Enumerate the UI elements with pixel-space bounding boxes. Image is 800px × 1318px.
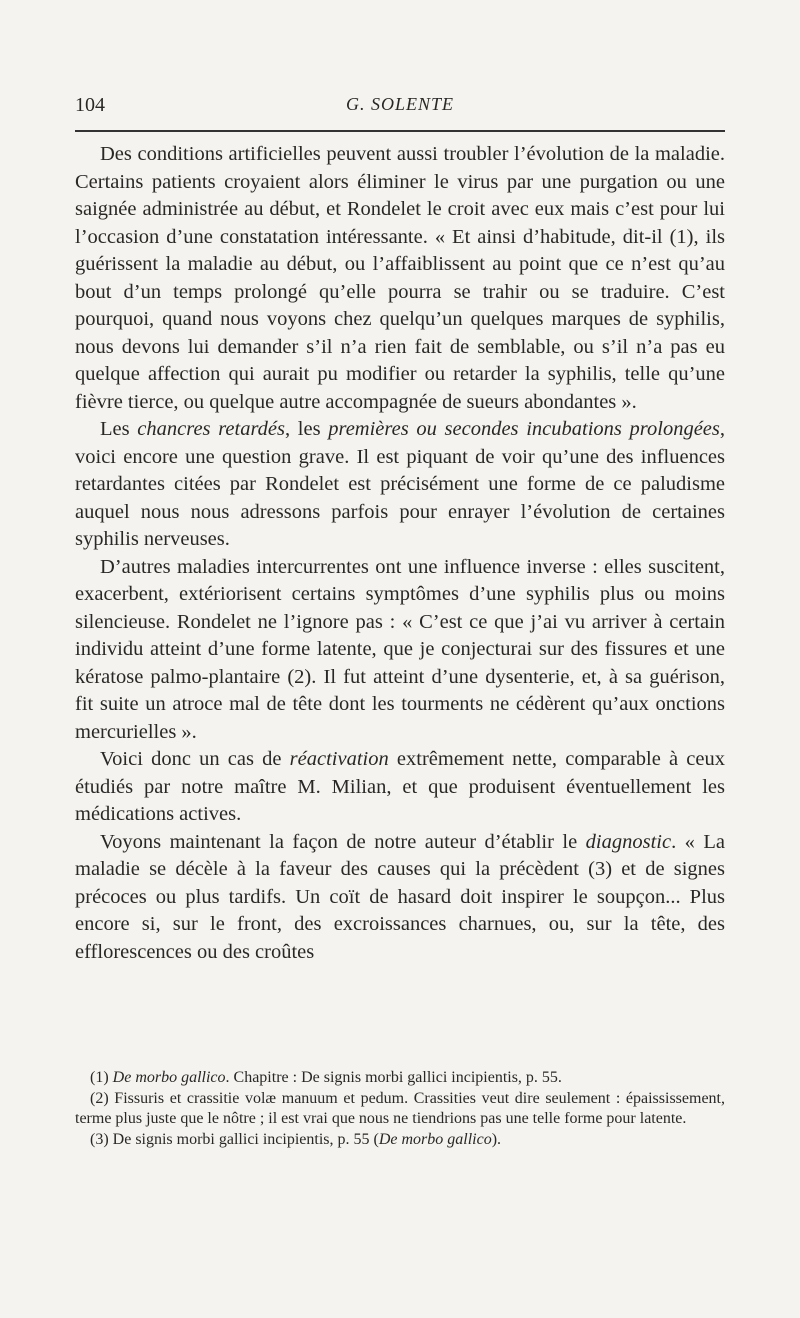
footnote-2: (2) Fissuris et crassitie volæ manuum et pedum. Crassities veut dire seulement : épaississement, terme plus juste que le nôtre ; il est vrai que nous ne tiendrions pas une telle forme pour latente. [75, 1089, 725, 1127]
page-header [75, 94, 725, 122]
running-head: G. SOLENTE [345, 94, 454, 114]
paragraph-2: Les chancres retardés, les premières ou secondes incubations prolongées, voici encore une question grave. Il est piquant de voir qu’une des influences retardantes citées par Rondelet est précisément une forme de ce paludisme auquel nous nous adressons parfois pour enrayer l’évolution de certaines syphilis nerveuses. [75, 418, 725, 550]
paragraph-4: Voici donc un cas de réactivation extrêmement nette, comparable à ceux étudiés par notre maître M. Milian, et que produisent éventuellement les médications actives. [75, 748, 725, 825]
paragraph-5: Voyons maintenant la façon de notre auteur d’établir le diagnostic. « La maladie se décèle à la faveur des causes qui la précèdent (3) et de signes précoces ou plus tardifs. Un coït de hasard doit inspirer le soupçon... Plus encore si, sur le front, des excroissances charnues, ou, sur la tête, des efflorescences ou des croûtes [75, 830, 725, 963]
footnotes [75, 1068, 725, 1150]
header-rule [75, 130, 725, 132]
paragraph-1: Des conditions artificielles peuvent aussi troubler l’évolution de la maladie. Certains patients croyaient alors éliminer le virus par une purgation ou une saignée administrée au début, et Rondelet le croit avec eux mais c’est pour lui l’occasion d’une constatation intéressante. « Et ainsi d’habitude, dit-il (1), ils guérissent la maladie au début, ou l’affaiblissent au point que ce n’est qu’au bout d’un temps prolongé qu’elle pourra se trahir ou se traduire. C’est pourquoi, quand nous voyons chez quelqu’un quelques marques de syphilis, nous devons lui demander s’il n’a rien fait de semblable, ou s’il n’a pas eu quelque affection qui aurait pu modifier ou retarder la syphilis, telle qu’une fièvre tierce, ou quelque autre accompagnée de sueurs abondantes ». [75, 143, 725, 413]
page-number: 104 [75, 94, 105, 116]
footnote-1: (1) De morbo gallico. Chapitre : De signis morbi gallici incipientis, p. 55. [90, 1069, 562, 1086]
paragraph-3: D’autres maladies intercurrentes ont une influence inverse : elles suscitent, exacerbent, extériorisent certains symptômes d’une syphilis plus ou moins silencieuse. Rondelet ne l’ignore pas : « C’est ce que j’ai vu arriver à certain individu atteint d’une forme latente, que je conjecturai sur des fissures et une kératose palmo-plantaire (2). Il fut atteint d’une dysenterie, et, à sa guérison, fit suite un atroce mal de tête dont les tourments ne cédèrent qu’aux onctions mercurielles ». [75, 555, 725, 743]
body-text [75, 141, 725, 966]
footnote-3: (3) De signis morbi gallici incipientis, p. 55 (De morbo gallico). [90, 1130, 502, 1148]
